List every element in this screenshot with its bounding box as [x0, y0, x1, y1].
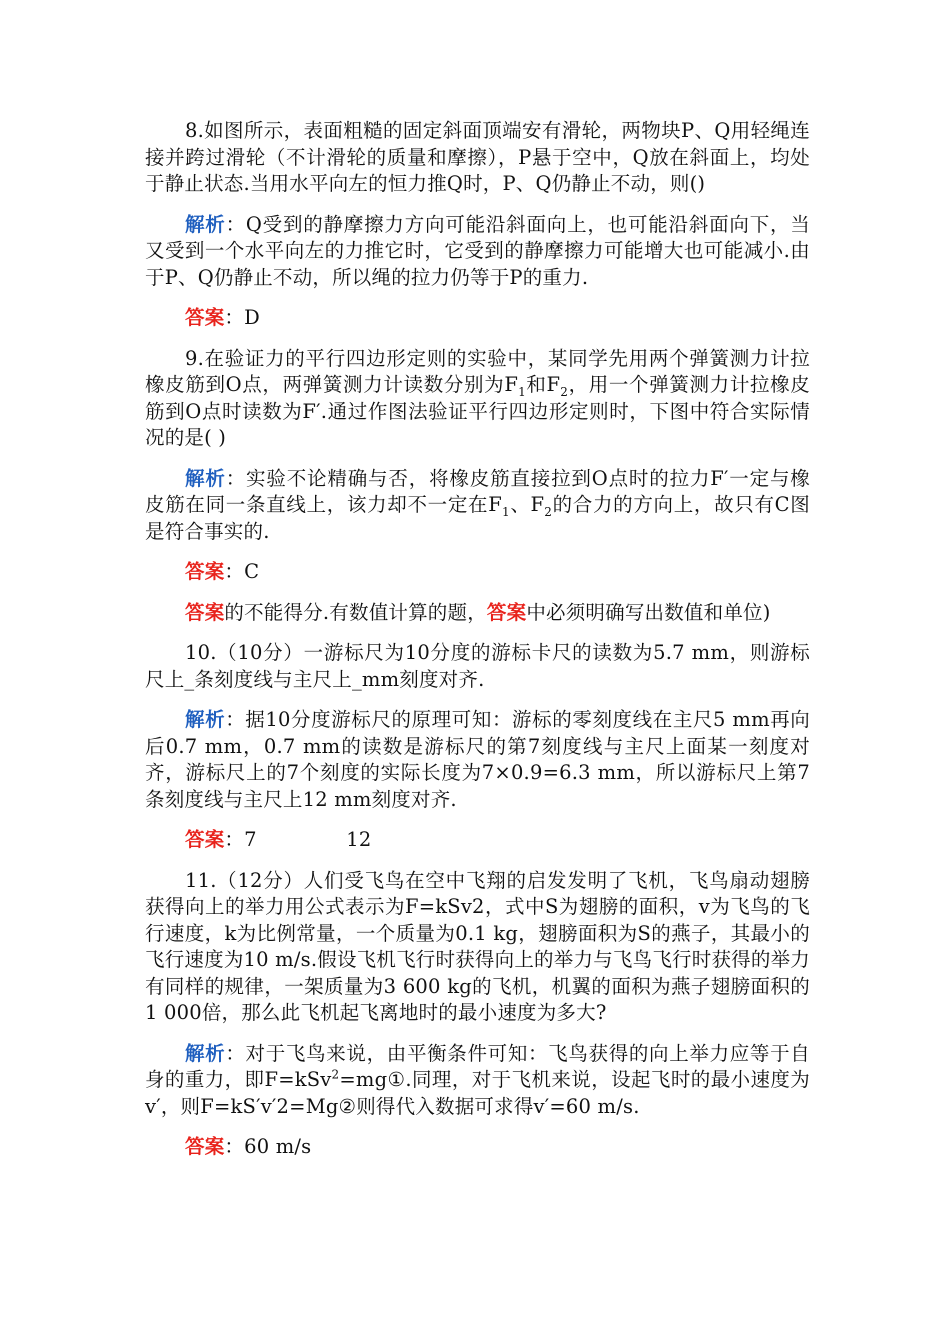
- question-11-answer: 答案：60 m/s: [185, 1135, 312, 1158]
- question-11-stem: 11.（12分）人们受飞鸟在空中飞翔的启发发明了飞机，飞鸟扇动翅膀获得向上的举力用公式表示为F=kSv2，式中S为翅膀的面积，v为飞鸟的飞行速度，k为比例常量，一个质量为0.1 kg，翅膀面积为S的燕子，其最小的飞行速度为10 m/s.假设飞机飞行时获得向上的举力与飞鸟飞行时获得的举力有同样的规律，一架质量为3 600 kg的飞机，机翼的面积为燕子翅膀面积的1 000倍，那么此飞机起飞离地时的最小速度为多大?: [145, 868, 810, 1024]
- section-note: 答案的不能得分.有数值计算的题，答案中必须明确写出数值和单位): [185, 600, 771, 624]
- question-9-stem: 9.在验证力的平行四边形定则的实验中，某同学先用两个弹簧测力计拉橡皮筋到O点，两弹簧测力计读数分别为$F_1$和$F_2$，用一个弹簧测力计拉橡皮筋到O点时读数为F′.通过作图法验证平行四边形定则时，下图中符合实际情况的是( ): [145, 346, 810, 449]
- analysis-label: 解析: [185, 466, 226, 490]
- question-10-stem: 10.（10分）一游标尺为10分度的游标卡尺的读数为5.7 mm，则游标尺上_条刻度线与主尺上_mm刻度对齐.: [145, 641, 810, 691]
- question-10-answer: 答案：7 12: [185, 828, 372, 851]
- answer-label: 答案: [185, 828, 225, 851]
- question-9-answer: 答案：C: [185, 560, 260, 583]
- note-answer-label-2: 答案: [486, 600, 527, 624]
- question-8-analysis: 解析：Q受到的静摩擦力方向可能沿斜面向上，也可能沿斜面向下，当又受到一个水平向左的力推它时，它受到的静摩擦力可能增大也可能减小.由于P、Q仍静止不动，所以绳的拉力仍等于P的重力.: [145, 212, 810, 289]
- answer-label: 答案: [185, 1135, 225, 1158]
- question-8-stem: 8.如图所示，表面粗糙的固定斜面顶端安有滑轮，两物块P、Q用轻绳连接并跨过滑轮（不计滑轮的质量和摩擦），P悬于空中，Q放在斜面上，均处于静止状态.当用水平向左的恒力推Q时，P、Q仍静止不动，则(): [145, 119, 810, 195]
- question-10-analysis: 解析：据10分度游标尺的原理可知：游标的零刻度线在主尺5 mm再向后0.7 mm，0.7 mm的读数是游标尺的第7刻度线与主尺上面某一刻度对齐，游标尺上的7个刻度的实际长度为7×0.9=6.3 mm，所以游标尺上第7条刻度线与主尺上12 mm刻度对齐.: [145, 708, 810, 811]
- analysis-label: 解析: [185, 708, 226, 731]
- question-11-analysis: 解析：对于飞鸟来说，由平衡条件可知：飞鸟获得的向上举力应等于自身的重力，即F=kSv$^2$=mg①.同理，对于飞机来说，设起飞时的最小速度为v′，则F=kS′v′2=Mg②则得代入数据可求得v′=60 m/s.: [145, 1041, 810, 1118]
- answer-label: 答案: [185, 306, 225, 329]
- question-9-analysis: 解析：实验不论精确与否，将橡皮筋直接拉到O点时的拉力F′一定与橡皮筋在同一条直线上，该力却不一定在$F_1$、$F_2$的合力的方向上，故只有C图是符合事实的.: [145, 466, 810, 543]
- question-8-answer: 答案：D: [185, 306, 260, 329]
- note-answer-label-1: 答案: [185, 600, 225, 624]
- analysis-label: 解析: [185, 212, 226, 236]
- analysis-label: 解析: [185, 1041, 226, 1065]
- answer-label: 答案: [185, 560, 225, 583]
